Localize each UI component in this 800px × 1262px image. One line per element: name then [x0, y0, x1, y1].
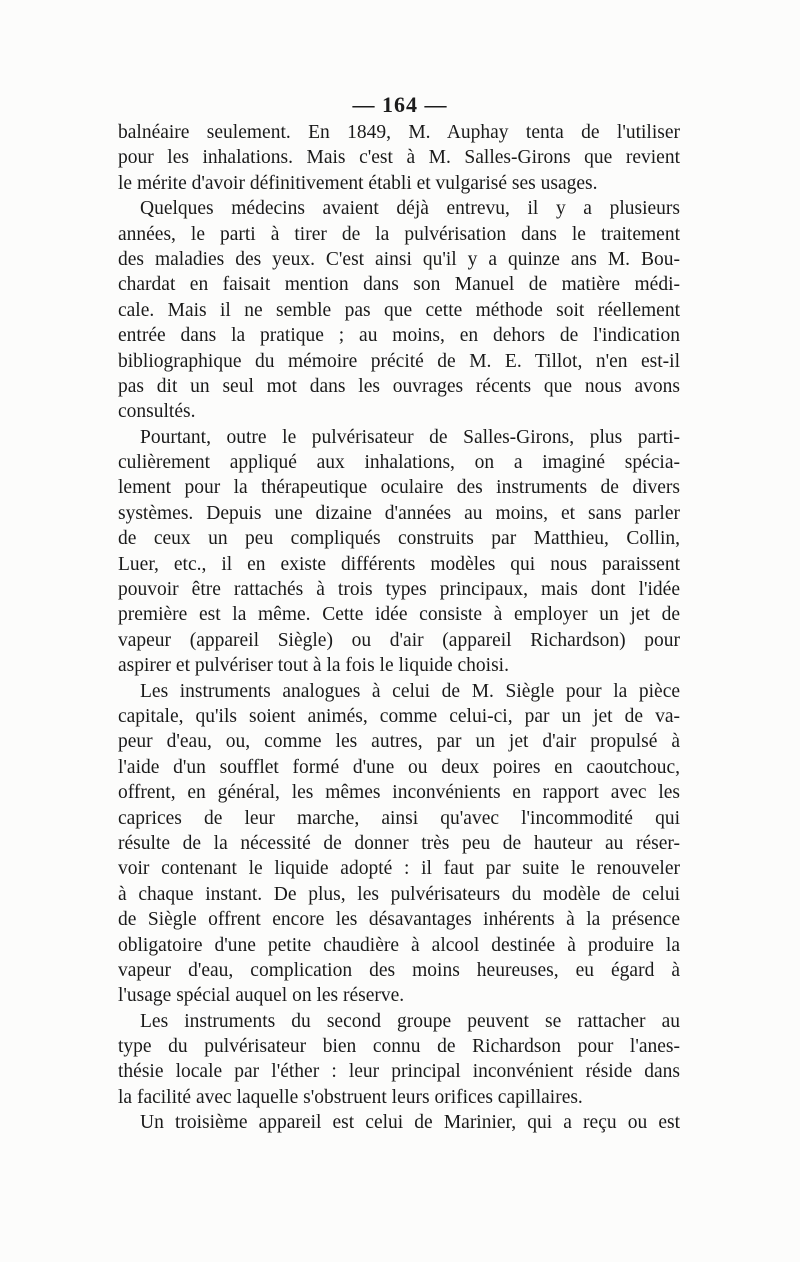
text-line: capitale, qu'ils soient animés, comme celui-ci, par un jet de va- [118, 705, 680, 727]
text-line: le mérite d'avoir définitivement établi et vulgarisé ses usages. [118, 172, 598, 194]
paragraph [118, 1110, 680, 1135]
text-line: première est la même. Cette idée consiste à employer un jet de [118, 604, 680, 626]
text-line: l'aide d'un soufflet formé d'une ou deux poires en caoutchouc, [118, 756, 680, 778]
text-line: Quelques médecins avaient déjà entrevu, il y a plusieurs [140, 198, 680, 220]
text-line: pour les inhalations. Mais c'est à M. Salles-Girons que revient [118, 147, 680, 169]
text-line: chardat en faisait mention dans son Manuel de matière médi- [118, 274, 680, 296]
text-line: consultés. [118, 401, 196, 423]
text-line: l'usage spécial auquel on les réserve. [118, 985, 405, 1007]
text-line: pas dit un seul mot dans les ouvrages récents que nous avons [118, 375, 680, 397]
text-line: Les instruments du second groupe peuvent se rattacher au [140, 1010, 680, 1032]
text-line: balnéaire seulement. En 1849, M. Auphay tenta de l'utiliser [118, 122, 680, 143]
text-line: entrée dans la pratique ; au moins, en dehors de l'indication [118, 325, 680, 347]
text-line: systèmes. Depuis une dizaine d'années au moins, et sans parler [118, 502, 680, 524]
text-line: voir contenant le liquide adopté : il faut par suite le renouveler [118, 858, 680, 880]
text-line: aspirer et pulvériser tout à la fois le liquide choisi. [118, 655, 509, 677]
page-number: — 164 — [352, 92, 448, 117]
body-text [118, 120, 680, 1136]
text-line: années, le parti à tirer de la pulvérisation dans le traitement [118, 223, 680, 245]
text-line: Les instruments analogues à celui de M. Siègle pour la pièce [140, 680, 680, 702]
text-line: peur d'eau, ou, comme les autres, par un jet d'air propulsé à [118, 731, 680, 753]
text-line: de Siègle offrent encore les désavantages inhérents à la présence [118, 909, 680, 931]
text-line: Un troisième appareil est celui de Marinier, qui a reçu ou est [140, 1112, 680, 1134]
text-line: bibliographique du mémoire précité de M. E. Tillot, n'en est-il [118, 350, 680, 372]
text-line: vapeur d'eau, complication des moins heureuses, eu égard à [118, 959, 680, 981]
text-line: pouvoir être rattachés à trois types principaux, mais dont l'idée [118, 579, 680, 601]
text-line: Pourtant, outre le pulvérisateur de Salles-Girons, plus parti- [140, 426, 680, 448]
text-line: caprices de leur marche, ainsi qu'avec l'incommodité qui [118, 807, 680, 829]
paragraph [118, 120, 680, 196]
text-line: cale. Mais il ne semble pas que cette méthode soit réellement [118, 299, 680, 321]
paragraph [118, 1009, 680, 1111]
text-line: à chaque instant. De plus, les pulvérisateurs du modèle de celui [118, 883, 680, 905]
text-line: obligatoire d'une petite chaudière à alcool destinée à produire la [118, 934, 680, 956]
text-line: thésie locale par l'éther : leur principal inconvénient réside dans [118, 1061, 680, 1083]
text-line: de ceux un peu compliqués construits par Matthieu, Collin, [118, 528, 680, 550]
text-line: des maladies des yeux. C'est ainsi qu'il y a quinze ans M. Bou- [118, 248, 680, 270]
text-line: lement pour la thérapeutique oculaire des instruments de divers [118, 477, 680, 499]
text-line: Luer, etc., il en existe différents modèles qui nous paraissent [118, 553, 680, 575]
paragraph [118, 679, 680, 1009]
paragraph [118, 425, 680, 679]
text-line: culièrement appliqué aux inhalations, on a imaginé spécia- [118, 452, 680, 474]
text-line: la facilité avec laquelle s'obstruent leurs orifices capillaires. [118, 1086, 583, 1108]
paragraph [118, 196, 680, 425]
text-line: type du pulvérisateur bien connu de Richardson pour l'anes- [118, 1036, 680, 1058]
text-line: vapeur (appareil Siègle) ou d'air (appareil Richardson) pour [118, 629, 680, 651]
text-line: offrent, en général, les mêmes inconvénients en rapport avec les [118, 782, 680, 804]
text-line: résulte de la nécessité de donner très peu de hauteur au réser- [118, 832, 680, 854]
